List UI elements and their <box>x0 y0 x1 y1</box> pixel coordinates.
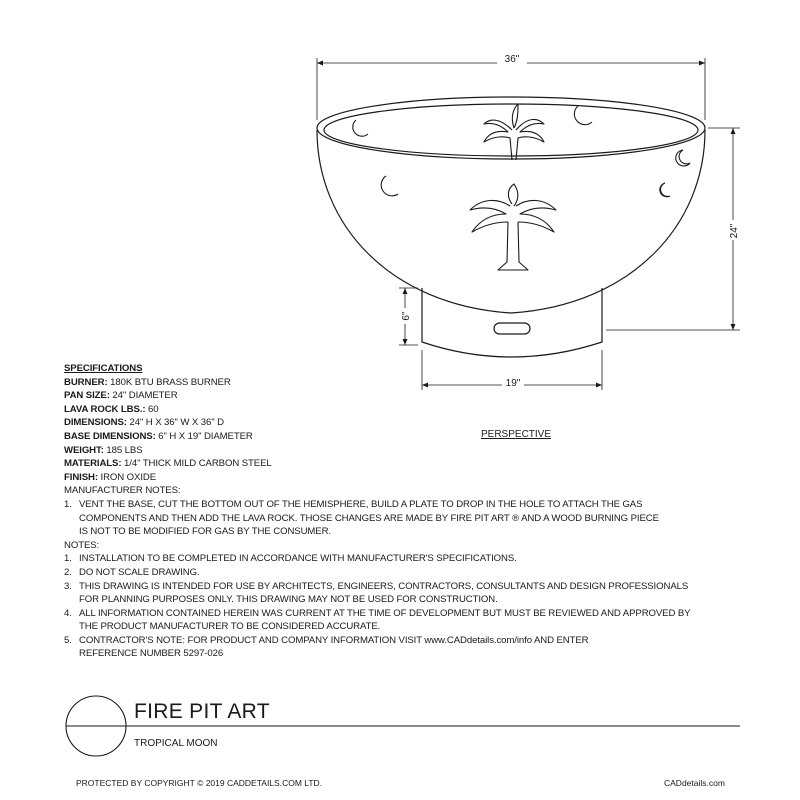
moon-cutout-icon <box>660 183 670 197</box>
dimension-labels <box>399 52 740 389</box>
spec-value: 185 LBS <box>106 444 143 456</box>
spec-value: 60 <box>148 403 159 415</box>
footer-site: CADdetails.com <box>664 778 725 788</box>
spec-value: 24" H X 36" W X 36" D <box>129 417 224 429</box>
drawing-title: FIRE PIT ART <box>134 700 270 723</box>
dim-width-label: 36" <box>504 54 520 65</box>
note-text: THIS DRAWING IS INTENDED FOR USE BY ARCHITECTS, ENGINEERS, CONTRACTORS, CONSULTANTS AND DESIGN PROFESSIONALS <box>79 580 689 592</box>
note-number: 4. <box>64 607 72 619</box>
spec-row <box>64 471 764 485</box>
view-label: PERSPECTIVE <box>481 429 552 440</box>
note-text: ALL INFORMATION CONTAINED HEREIN WAS CURRENT AT THE TIME OF DEVELOPMENT BUT MUST BE REVIEWED AND APPROVED BY <box>79 607 691 619</box>
notes-list <box>64 552 764 661</box>
note-number: 2. <box>64 566 72 578</box>
note-text: COMPONENTS AND THEN ADD THE LAVA ROCK. THOSE CHANGES ARE MADE BY FIRE PIT ART ® AND A WOOD BURNING PIECE <box>79 512 659 524</box>
moon-cutout-icon <box>676 150 690 166</box>
note-item <box>64 607 764 621</box>
note-item <box>64 566 764 580</box>
spec-value: 24" DIAMETER <box>112 390 178 402</box>
palm-tree-icon <box>470 184 556 270</box>
spec-row <box>64 430 764 444</box>
dim-height-label: 24" <box>729 223 740 239</box>
note-text: THE PRODUCT MANUFACTURER TO BE CONSIDERED ACCURATE. <box>79 621 381 633</box>
note-text: VENT THE BASE, CUT THE BOTTOM OUT OF THE HEMISPHERE, BUILD A PLATE TO DROP IN THE HOLE TO ATTACH THE GAS <box>79 498 643 510</box>
note-number: 1. <box>64 498 72 510</box>
spec-row <box>64 376 764 390</box>
spec-label: DIMENSIONS: <box>64 417 127 429</box>
spec-row <box>64 416 764 430</box>
drawing-subtitle: TROPICAL MOON <box>134 738 218 749</box>
specifications-list <box>64 376 764 485</box>
note-text: IS NOT TO BE MODIFIED FOR GAS BY THE CONSUMER. <box>79 526 331 538</box>
spec-value: 1/4" THICK MILD CARBON STEEL <box>124 458 272 470</box>
spec-row <box>64 444 764 458</box>
note-text: FOR PLANNING PURPOSES ONLY. THIS DRAWING MAY NOT BE USED FOR CONSTRUCTION. <box>79 594 498 606</box>
note-item <box>64 498 764 512</box>
note-item <box>64 580 764 594</box>
note-text: DO NOT SCALE DRAWING. <box>79 566 200 578</box>
spec-label: BURNER: <box>64 376 108 388</box>
spec-label: PAN SIZE: <box>64 390 110 402</box>
specifications-panel <box>64 362 764 661</box>
palm-tree-icon <box>484 104 544 160</box>
spec-label: WEIGHT: <box>64 444 104 456</box>
moon-cutout-icon <box>353 120 368 136</box>
manufacturer-notes-list <box>64 498 764 539</box>
dim-base-width-label: 19" <box>505 378 521 389</box>
spec-value: 6" H X 19" DIAMETER <box>158 430 253 442</box>
dimension-lines <box>317 58 740 390</box>
bowl-body <box>317 130 705 313</box>
spec-row <box>64 389 764 403</box>
spec-value: 180K BTU BRASS BURNER <box>110 376 231 388</box>
note-item <box>64 552 764 566</box>
note-number: 3. <box>64 580 72 592</box>
note-text: INSTALLATION TO BE COMPLETED IN ACCORDANCE WITH MANUFACTURER'S SPECIFICATIONS. <box>79 553 517 565</box>
note-text: REFERENCE NUMBER 5297-026 <box>79 648 224 660</box>
fire-pit-illustration <box>317 97 705 357</box>
spec-label: LAVA ROCK LBS.: <box>64 403 146 415</box>
note-item <box>64 634 764 648</box>
spec-label: MATERIALS: <box>64 458 122 470</box>
copyright-notice: PROTECTED BY COPYRIGHT © 2019 CADDETAILS.COM LTD. <box>76 778 323 788</box>
notes-heading: NOTES: <box>64 539 100 551</box>
palm-cutouts <box>470 104 556 270</box>
moon-cutout-icon <box>381 176 398 196</box>
spec-row <box>64 403 764 417</box>
spec-row <box>64 457 764 471</box>
spec-value: IRON OXIDE <box>100 471 157 483</box>
note-number: 1. <box>64 553 72 565</box>
spec-label: FINISH: <box>64 471 98 483</box>
moon-cutout-icon <box>574 106 592 125</box>
dim-base-height-label: 6" <box>401 311 412 321</box>
spec-label: BASE DIMENSIONS: <box>64 430 156 442</box>
base-vent-slot <box>494 323 530 334</box>
note-number: 5. <box>64 634 72 646</box>
note-text: CONTRACTOR'S NOTE: FOR PRODUCT AND COMPANY INFORMATION VISIT www.CADdetails.com/info AND ENTER <box>79 634 589 646</box>
manufacturer-notes-heading: MANUFACTURER NOTES: <box>64 485 181 497</box>
specifications-heading: SPECIFICATIONS <box>64 363 143 374</box>
